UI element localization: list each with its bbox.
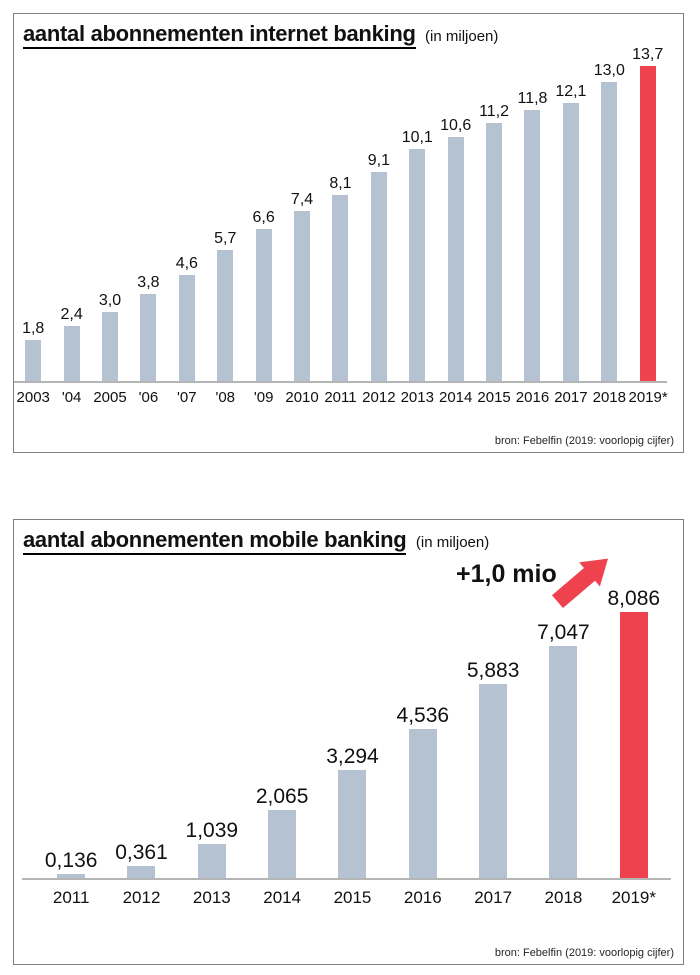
x-axis-labels [14,383,667,406]
chart-title [23,527,489,553]
bar [127,866,155,878]
x-axis-tick-label: 2011 [324,389,357,406]
bar [198,844,226,878]
bar-group [321,176,359,381]
bar-group [168,256,206,381]
bar [486,123,502,381]
bar-value-label: 1,039 [185,818,239,842]
bar-value-label: 10,1 [401,129,433,147]
bar [332,195,348,381]
source-note: bron: Febelfin (2019: voorlopig cijfer) [494,947,674,959]
x-axis-tick-label: 2019* [611,888,656,907]
x-axis-tick-label: 2013 [400,389,434,406]
bar-group [458,660,528,878]
x-axis-tick-label: 2019* [628,389,668,406]
bar [25,340,41,381]
bar-value-label: 13,7 [632,46,664,64]
x-axis-tick-label: 2011 [52,888,90,907]
bar [448,137,464,381]
bar [102,312,118,381]
bar-highlighted [620,612,648,878]
bar-group [552,84,590,381]
bar [256,229,272,381]
x-axis-tick-label: 2013 [192,888,231,907]
x-axis-tick-label: 2003 [16,389,50,406]
bar-value-label: 4,6 [175,255,198,273]
bar-group [247,786,317,878]
bar-value-label: 3,0 [98,292,122,310]
bar-group [513,91,551,381]
x-axis-tick-label: 2016 [403,888,442,907]
bar-group [629,47,667,381]
x-axis-tick-label: 2015 [477,389,511,406]
bar-group [52,307,90,381]
bar [217,250,233,381]
x-axis-tick-label: '06 [138,389,159,406]
bar-group [244,210,282,381]
x-axis-tick-label: 2016 [515,389,550,406]
bar-value-label: 10,6 [440,117,472,135]
bar-value-label: 3,8 [137,274,160,292]
bar-value-label: 5,883 [466,658,520,682]
bar-value-label: 3,294 [326,744,379,768]
bar-chart [14,46,667,406]
internet-banking-chart-panel [13,13,684,453]
bar-group [106,842,176,878]
x-axis-tick-label: 2017 [554,389,588,406]
bar-highlighted [640,66,656,381]
bar-group [317,746,387,878]
bars [14,46,667,383]
chart-unit-label: (in miljoen) [425,28,499,45]
bar [524,110,540,381]
bar [479,684,507,878]
bar [601,82,617,381]
bar-value-label: 12,1 [555,83,587,101]
chart-title [23,21,498,47]
bar-value-label: 11,2 [479,103,510,121]
bar [57,874,85,878]
bar-group [177,820,247,878]
x-axis-tick-label: 2018 [544,888,583,907]
bar-value-label: 2,4 [60,306,83,324]
mobile-banking-chart-panel [13,519,684,965]
x-axis-labels [22,880,671,908]
bar-group [599,588,669,878]
bar-group [360,153,398,381]
x-axis-tick-label: '07 [177,389,197,406]
bar-value-label: 8,1 [329,175,352,193]
bar-group [36,850,106,878]
bar-value-label: 7,4 [290,191,314,209]
bar [409,729,437,878]
bar-group [590,63,628,381]
bar-group [206,231,244,381]
bar-group [283,192,321,381]
x-axis-tick-label: '04 [61,389,82,406]
x-axis-tick-label: 2018 [592,389,626,406]
bars [22,586,671,880]
bar-value-label: 1,8 [22,320,45,338]
chart-title-text: aantal abonnementen mobile banking [23,527,406,555]
bar-value-label: 13,0 [593,62,625,80]
bar [64,326,80,381]
bar [268,810,296,878]
bar-value-label: 9,1 [367,152,390,170]
x-axis-tick-label: 2015 [333,888,372,907]
bar-group [436,118,474,381]
x-axis-tick-label: 2010 [285,389,319,406]
x-axis-tick-label: 2017 [474,888,513,907]
bar [140,294,156,381]
bar-chart [22,586,671,908]
x-axis-tick-label: 2012 [362,389,396,406]
bar-group [475,104,513,381]
bar-value-label: 6,6 [252,209,275,227]
bar-value-label: 0,136 [44,848,98,872]
x-axis-tick-label: 2014 [263,888,302,907]
bar-group [14,321,52,381]
bar-value-label: 0,361 [115,840,168,864]
x-axis-tick-label: 2014 [438,389,473,406]
bar [338,770,366,878]
x-axis-tick-label: 2012 [122,888,161,907]
bar-value-label: 11,8 [517,90,548,108]
bar-value-label: 4,536 [396,703,450,727]
bar-value-label: 7,047 [537,620,590,644]
chart-title-text: aantal abonnementen internet banking [23,21,416,49]
bar-value-label: 5,7 [214,230,237,248]
bar-value-label: 2,065 [255,784,309,808]
x-axis-tick-label: 2005 [93,389,127,406]
chart-unit-label: (in miljoen) [415,534,490,551]
bar-group [398,130,436,381]
increase-annotation: +1,0 mio [456,560,557,588]
bar [409,149,425,381]
bar [179,275,195,381]
bar [294,211,310,381]
source-note: bron: Febelfin (2019: voorlopig cijfer) [494,435,674,447]
bar-group [91,293,129,381]
bar-value-label: 8,086 [607,586,661,610]
bar [371,172,387,381]
bar [549,646,577,878]
bar [563,103,579,381]
bar-group [388,705,458,878]
bar-group [129,275,167,381]
bar-group [528,622,598,878]
x-axis-tick-label: '08 [215,389,236,406]
x-axis-tick-label: '09 [253,389,274,406]
